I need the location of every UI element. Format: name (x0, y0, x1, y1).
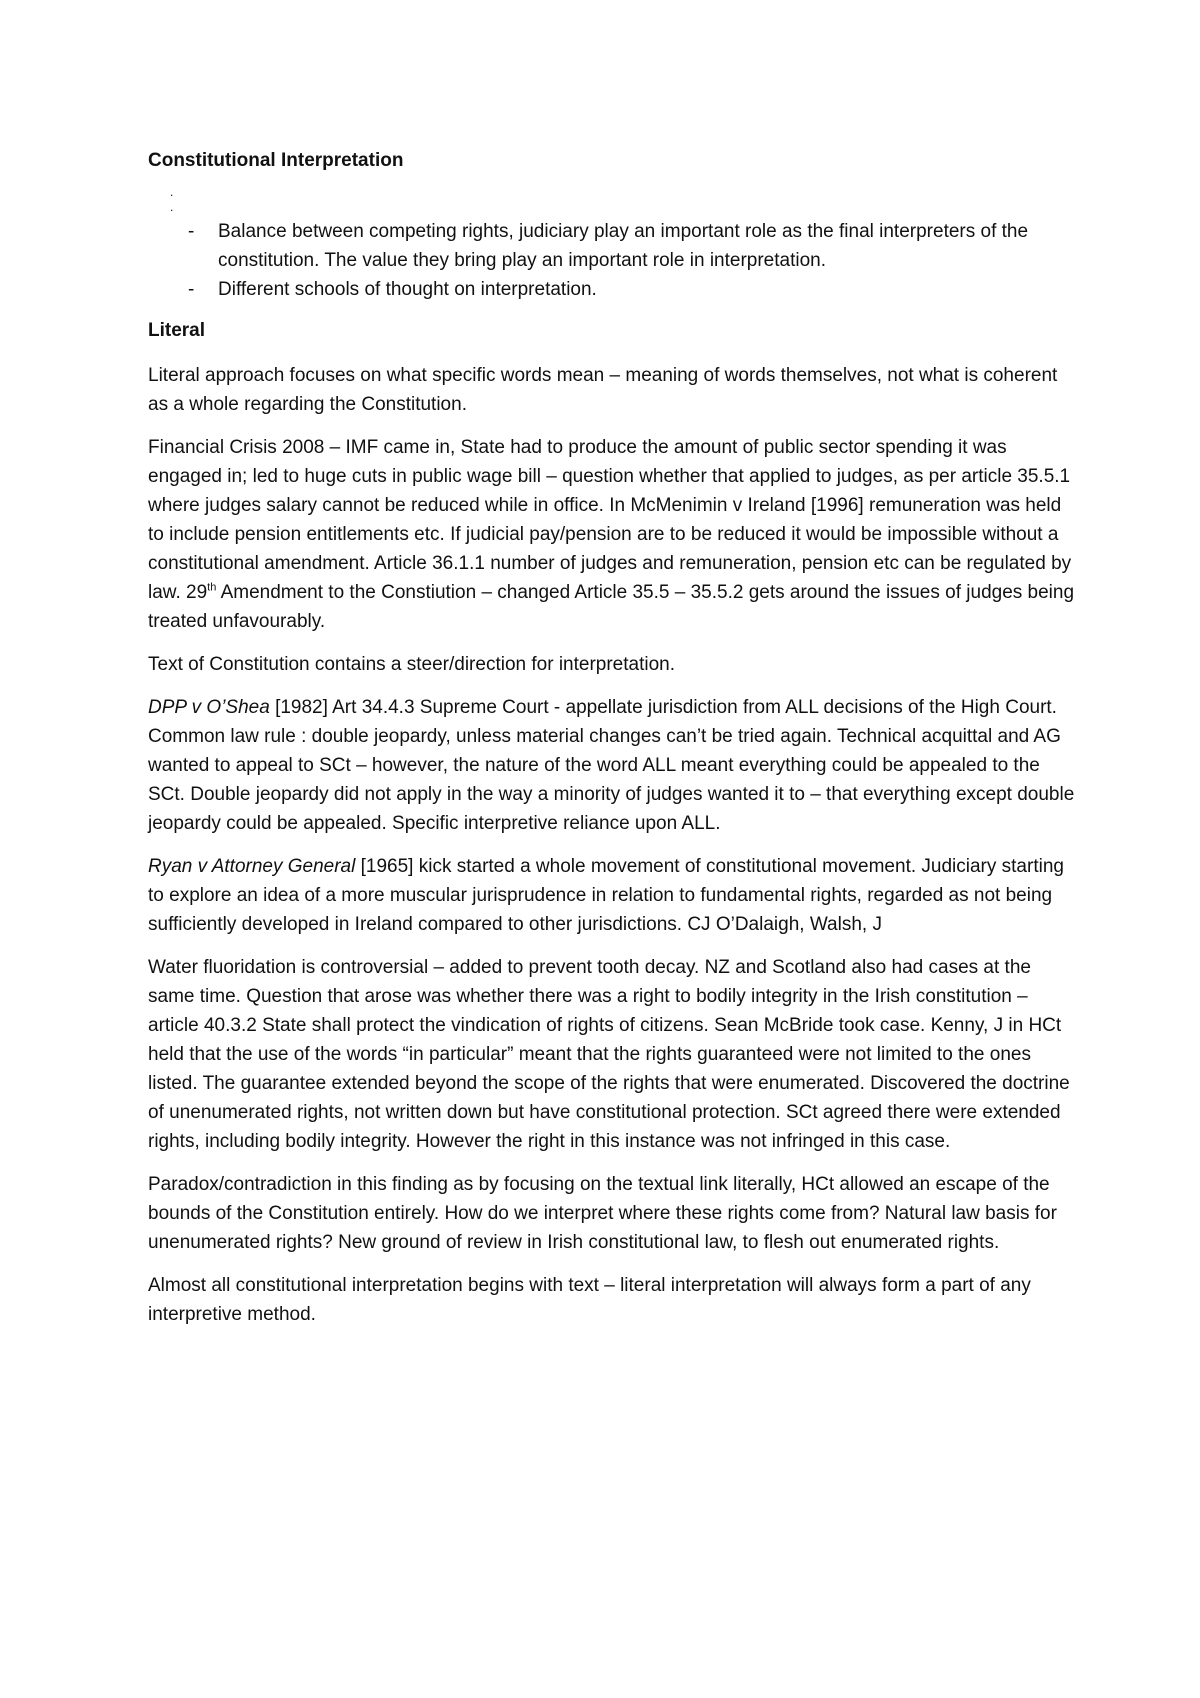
bullet-text: Different schools of thought on interpretation. (218, 279, 597, 300)
document-page (148, 146, 1078, 1343)
intro-bullet-list (148, 217, 1078, 304)
empty-bullet-list (170, 185, 1078, 215)
paragraph-water-fluoridation: Water fluoridation is controversial – added to prevent tooth decay. NZ and Scotland also had cases at the same time. Question that arose was whether there was a right to bodily integrity in the Irish constitution – article 40.3.2 State shall protect the vindication of rights of citizens. Sean McBride took case. Kenny, J in HCt held that the use of the words “in particular” meant that the rights guaranteed were not limited to the ones listed. The guarantee extended beyond the scope of the rights that were enumerated. Discovered the doctrine of unenumerated rights, not written down but have constitutional protection. SCt agreed there were extended rights, including bodily integrity. However the right in this instance was not infringed in this case. (148, 957, 1070, 1152)
paragraph-literal-approach: Literal approach focuses on what specific words mean – meaning of words themselves, not what is coherent as a whole regarding the Constitution. (148, 365, 1058, 415)
dash-marker: - (188, 279, 195, 300)
empty-bullet: . (170, 200, 174, 214)
paragraph-financial-crisis (148, 433, 1078, 636)
paragraph-text: Amendment to the Constiution – changed Article 35.5 – 35.5.2 gets around the issues of judges being treated unfavourably. (148, 582, 1075, 632)
bullet-item (148, 217, 1078, 275)
paragraph-dpp-v-oshea (148, 693, 1078, 838)
paragraph-text: [1982] Art 34.4.3 Supreme Court - appellate jurisdiction from ALL decisions of the High Court. Common law rule : double jeopardy, unless material changes can’t be tried again. Technical acquittal and AG wanted to appeal to SCt – however, the nature of the word ALL meant everything could be appealed to the SCt. Double jeopardy did not apply in the way a minority of judges wanted it to – that everything except double jeopardy could be appealed. Specific interpretive reliance upon ALL. (148, 697, 1075, 834)
paragraph-ryan-v-ag (148, 852, 1078, 939)
document-title: Constitutional Interpretation (148, 150, 404, 171)
paragraph-text: Financial Crisis 2008 – IMF came in, State had to produce the amount of public sector spending it was engaged in; led to huge cuts in public wage bill – question whether that applied to judges, as per article 35.5.1 where judges salary cannot be reduced while in office. In McMenimin v Ireland [1996] remuneration was held to include pension entitlements etc. If judicial pay/pension are to be reduced it would be impossible without a constitutional amendment. Article 36.1.1 number of judges and remuneration, pension etc can be regulated by law. 29 (148, 437, 1072, 603)
ordinal-suffix: th (207, 581, 217, 594)
section-heading-literal: Literal (148, 320, 206, 341)
case-name: Ryan v Attorney General (148, 856, 356, 877)
bullet-text: Balance between competing rights, judiciary play an important role as the final interpreters of the constitution. The value they bring play an important role in interpretation. (218, 221, 1029, 271)
paragraph-paradox: Paradox/contradiction in this finding as by focusing on the textual link literally, HCt allowed an escape of the bounds of the Constitution entirely. How do we interpret where these rights come from? Natural law basis for unenumerated rights? New ground of review in Irish constitutional law, to flesh out enumerated rights. (148, 1174, 1057, 1253)
paragraph-conclusion: Almost all constitutional interpretation begins with text – literal interpretation will always form a part of any interpretive method. (148, 1275, 1031, 1325)
empty-bullet: . (170, 185, 174, 199)
dash-marker: - (188, 221, 195, 242)
paragraph-text: [1965] kick started a whole movement of constitutional movement. Judiciary starting to explore an idea of a more muscular jurisprudence in relation to fundamental rights, regarded as not being sufficiently developed in Ireland compared to other jurisdictions. CJ O’Dalaigh, Walsh, J (148, 856, 1064, 935)
paragraph-text-steer: Text of Constitution contains a steer/direction for interpretation. (148, 654, 675, 675)
case-name: DPP v O’Shea (148, 697, 270, 718)
bullet-item (148, 275, 1078, 304)
